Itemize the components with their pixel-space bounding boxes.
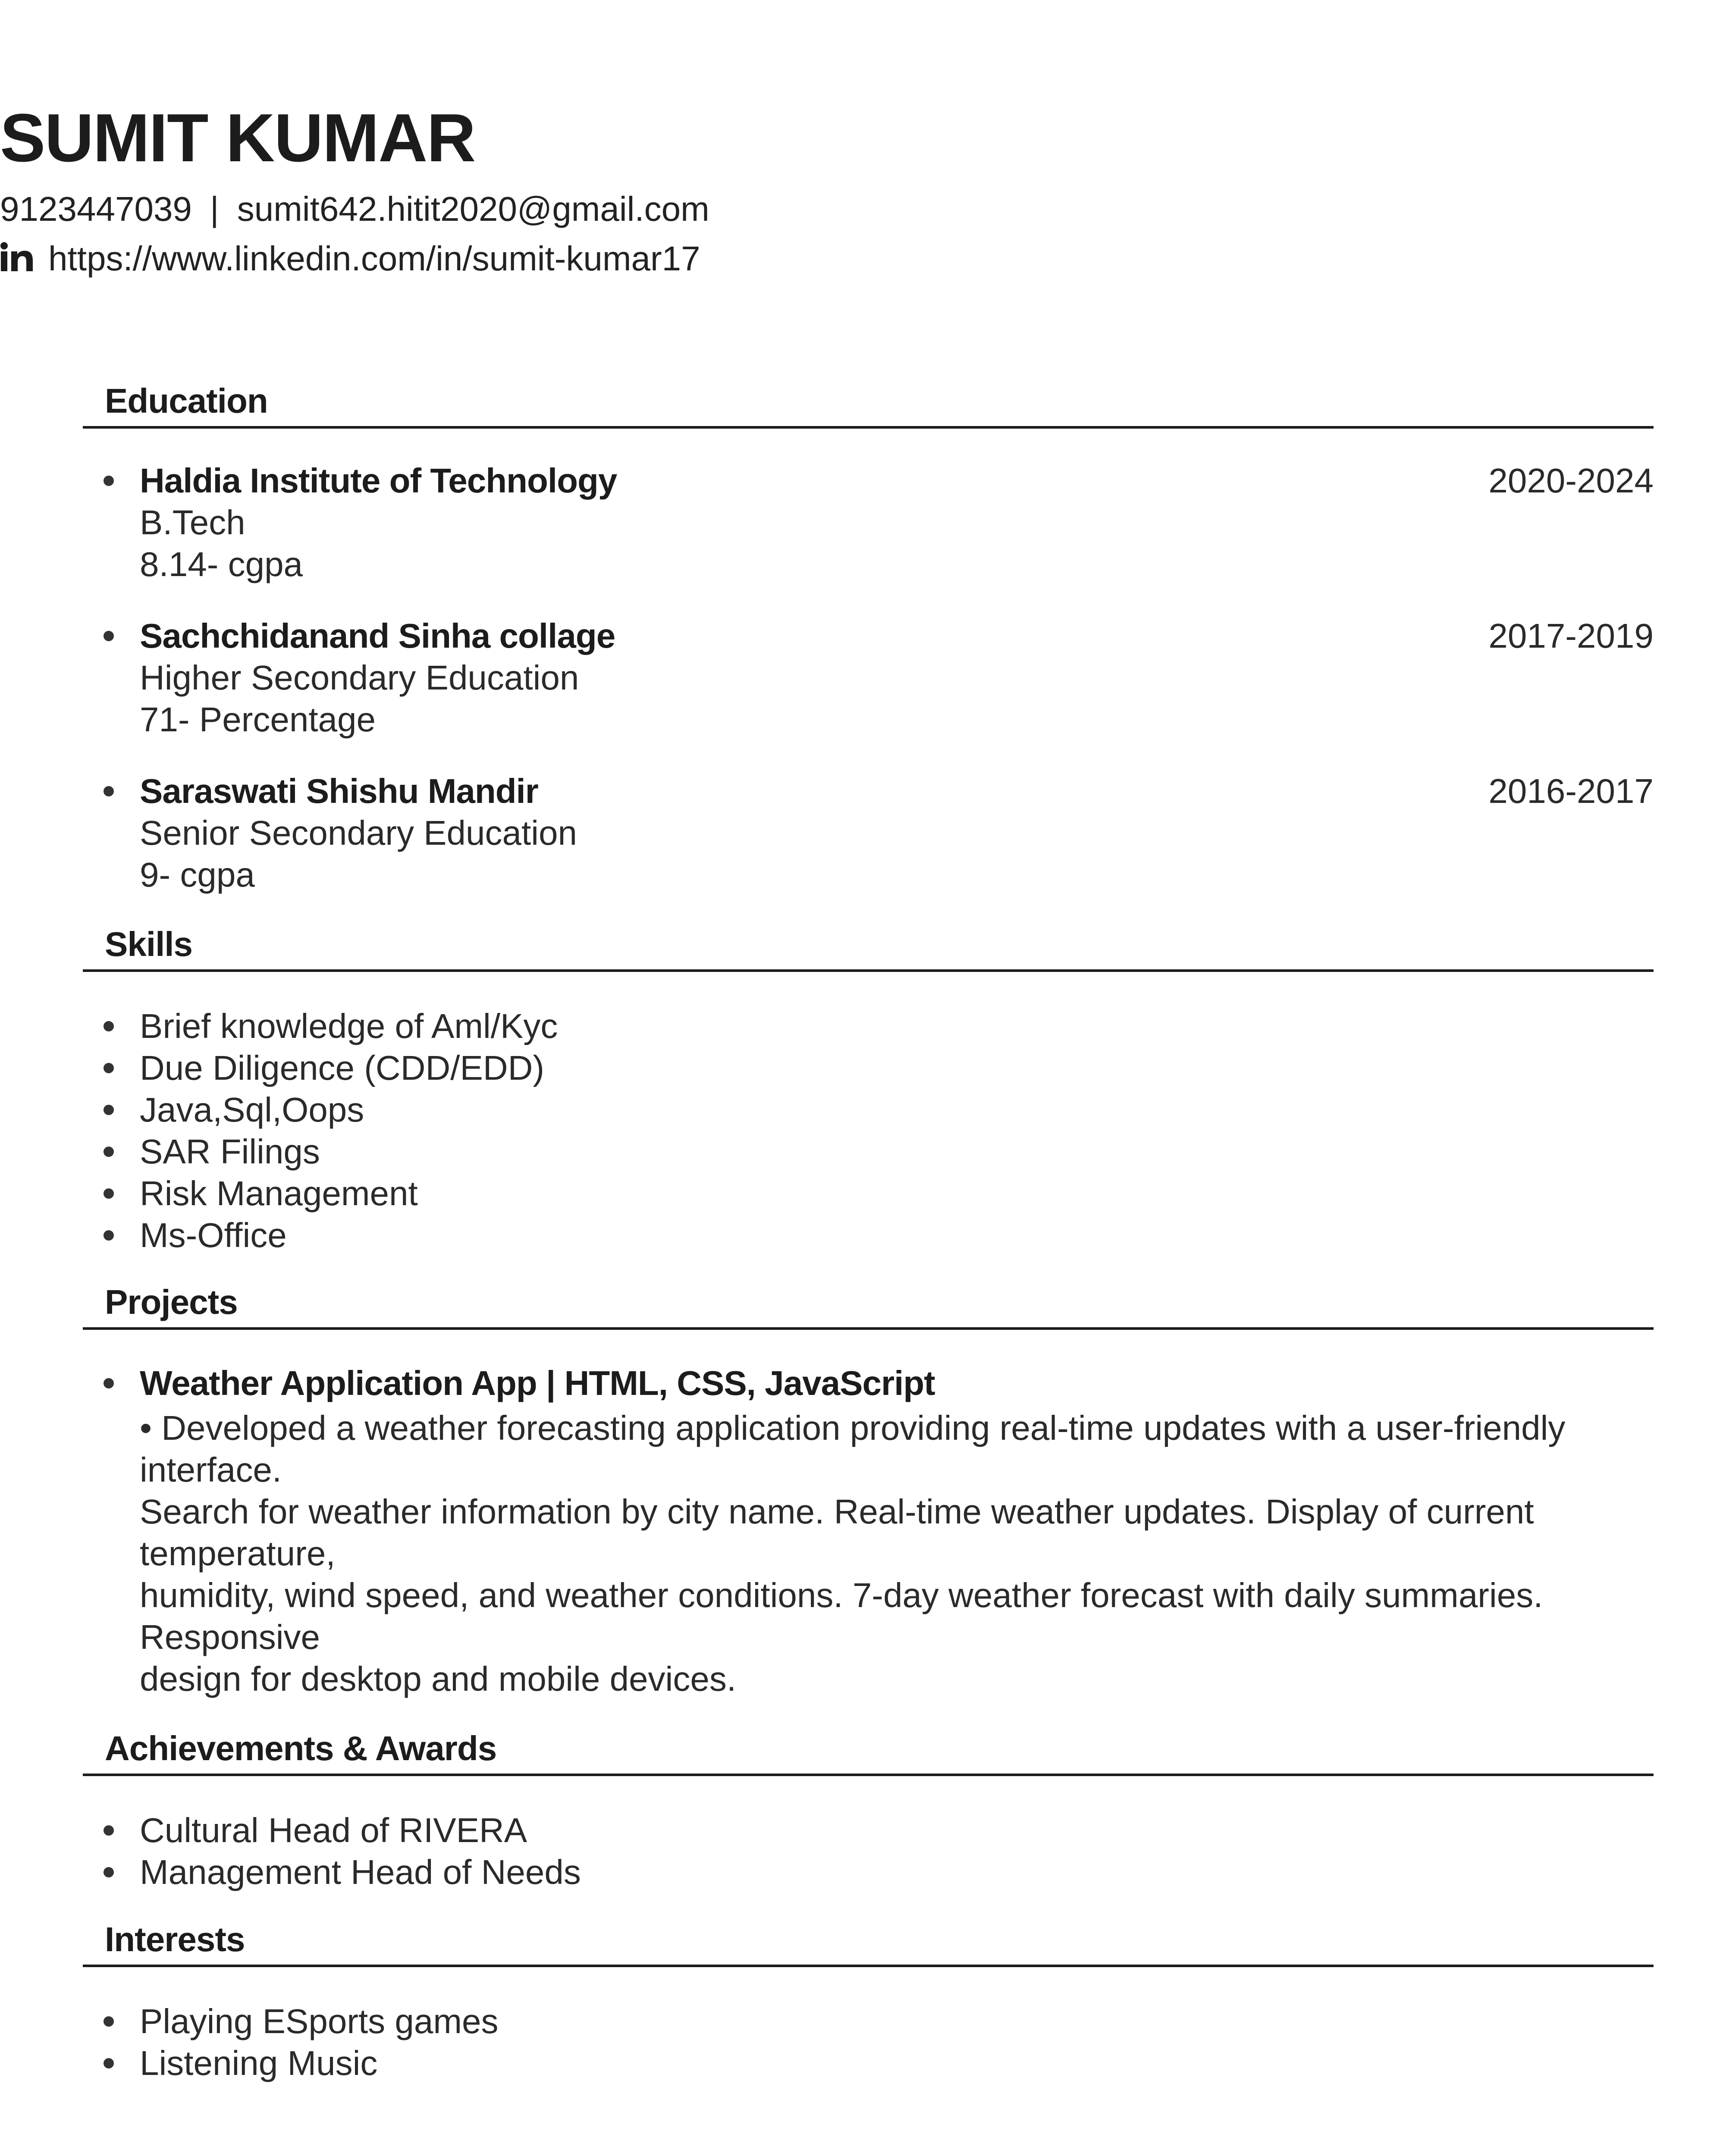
section-title-education: Education: [105, 382, 268, 420]
education-institution: Haldia Institute of Technology: [140, 461, 617, 500]
candidate-name: SUMIT KUMAR: [0, 100, 475, 176]
project-description-line: humidity, wind speed, and weather conditions. 7-day weather forecast with daily summaries.: [140, 1576, 1543, 1614]
project-title: Weather Application App | HTML, CSS, JavaScript: [140, 1364, 935, 1402]
section-divider: [83, 969, 1654, 972]
bullet-icon: [104, 1825, 114, 1836]
project-description-line: Search for weather information by city name. Real-time weather updates. Display of current: [140, 1492, 1534, 1531]
bullet-icon: [104, 476, 114, 486]
contact-separator: |: [210, 190, 219, 228]
section-title-interests: Interests: [105, 1920, 245, 1959]
interest-item: Listening Music: [140, 2044, 378, 2082]
project-description-line: • Developed a weather forecasting application providing real-time updates with a user-friendly: [140, 1409, 1566, 1447]
education-degree: B.Tech: [140, 503, 245, 542]
linkedin-url[interactable]: https://www.linkedin.com/in/sumit-kumar17: [48, 239, 700, 278]
bullet-icon: [104, 786, 114, 796]
education-score: 71- Percentage: [140, 700, 376, 739]
bullet-icon: [104, 2016, 114, 2027]
education-dates: 2020-2024: [1488, 461, 1654, 500]
section-title-projects: Projects: [105, 1283, 238, 1321]
education-degree: Senior Secondary Education: [140, 814, 577, 852]
education-score: 8.14- cgpa: [140, 545, 303, 583]
contact-line: [0, 188, 1726, 231]
section-divider: [83, 1327, 1654, 1330]
linkedin-line: [0, 237, 1726, 280]
interest-item: Playing ESports games: [140, 2002, 499, 2040]
skill-item: SAR Filings: [140, 1132, 320, 1171]
bullet-icon: [104, 1147, 114, 1157]
project-description-line: Responsive: [140, 1618, 320, 1656]
education-dates: 2016-2017: [1488, 772, 1654, 810]
bullet-icon: [104, 1105, 114, 1115]
education-institution: Sachchidanand Sinha collage: [140, 617, 615, 655]
phone-number: 9123447039: [0, 190, 192, 228]
bullet-icon: [104, 1021, 114, 1031]
education-score: 9- cgpa: [140, 856, 255, 894]
education-degree: Higher Secondary Education: [140, 658, 579, 697]
email-link[interactable]: sumit642.hitit2020@gmail.com: [237, 190, 709, 228]
achievement-item: Management Head of Needs: [140, 1853, 581, 1891]
skill-item: Due Diligence (CDD/EDD): [140, 1049, 545, 1087]
section-divider: [83, 1774, 1654, 1776]
project-description-line: temperature,: [140, 1534, 336, 1573]
bullet-icon: [104, 1230, 114, 1241]
project-description-line: interface.: [140, 1451, 282, 1489]
bullet-icon: [104, 1378, 114, 1388]
achievement-item: Cultural Head of RIVERA: [140, 1811, 527, 1849]
skill-item: Brief knowledge of Aml/Kyc: [140, 1007, 558, 1045]
project-description-line: design for desktop and mobile devices.: [140, 1660, 737, 1698]
section-title-skills: Skills: [105, 925, 193, 963]
bullet-icon: [104, 631, 114, 641]
skill-item: Java,Sql,Oops: [140, 1091, 364, 1129]
skill-item: Risk Management: [140, 1174, 418, 1213]
skill-item: Ms-Office: [140, 1216, 287, 1254]
education-dates: 2017-2019: [1488, 617, 1654, 655]
bullet-icon: [104, 1188, 114, 1199]
section-title-achievements: Achievements & Awards: [105, 1729, 497, 1767]
bullet-icon: [104, 2058, 114, 2068]
bullet-icon: [104, 1063, 114, 1073]
section-divider: [83, 426, 1654, 429]
linkedin-icon: [0, 242, 34, 272]
education-institution: Saraswati Shishu Mandir: [140, 772, 538, 810]
section-divider: [83, 1965, 1654, 1967]
bullet-icon: [104, 1867, 114, 1877]
